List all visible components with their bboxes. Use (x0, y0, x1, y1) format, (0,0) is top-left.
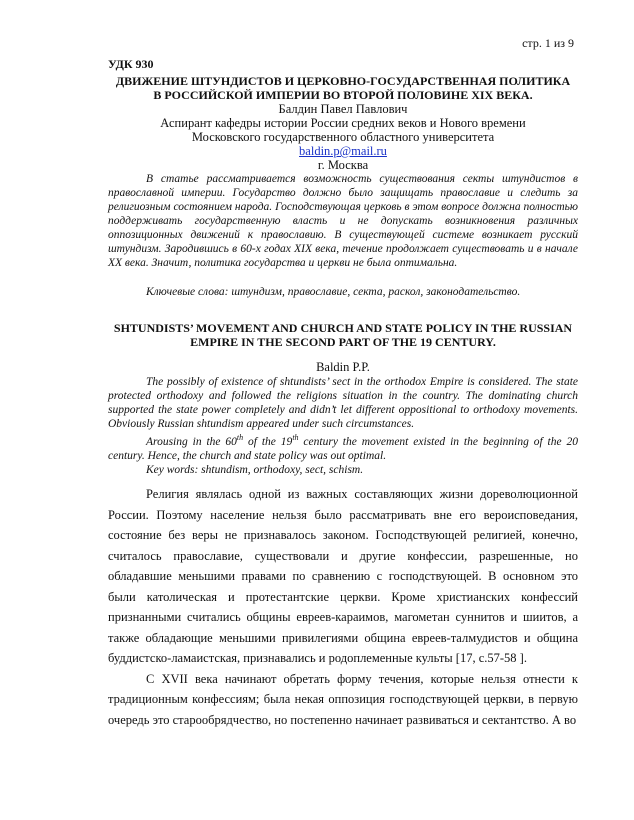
email-link[interactable]: baldin.p@mail.ru (299, 144, 387, 158)
ru-abstract-text: В статье рассматривается возможность существования секты штундистов в православной империи. Государство должно было защищать православие и следить за религиозным состоянием народа. Господствующая церковь в этом вопросе должна полностью поддерживать государственную власть и не допускать возникновения различных оппозиционных движений к православию. В существующей системе возникает русский штундизм. Зародившись в 60-х годах XIX века, течение продолжает существовать и в начале XX века. Значит, политика государства и церкви не была оптимальна. (108, 173, 578, 269)
en-abstract-p2: Arousing in the 60th of the 19th century the movement existed in the beginning of the 20 century. Hence, the church and state policy was out optimal. (108, 433, 578, 462)
body-text (108, 484, 578, 730)
ru-title-line-1: ДВИЖЕНИЕ ШТУНДИСТОВ И ЦЕРКОВНО-ГОСУДАРСТВЕННАЯ ПОЛИТИКА (115, 74, 571, 88)
ru-keywords: Ключевые слова: штундизм, православие, секта, раскол, законодательство. (146, 286, 521, 298)
en-abstract (108, 375, 578, 477)
en-keywords: Key words: shtundism, orthodoxy, sect, schism. (146, 463, 364, 476)
en-title (108, 321, 578, 349)
body-paragraph-1: Религия являлась одной из важных составляющих жизни дореволюционной России. Поэтому население нельзя было рассматривать вне его вероисповедания, состояние без веры не признавалось законом. Господствующей религией, конечно, считалось православие, существовали и другие конфессии, разрешенные, но обладавшие меньшими правами по сравнению с господствующей. В основном это были католическая и протестантские церкви. Кроме христианских конфессий признанными считались общины евреев-караимов, магометан суннитов и шиитов, а также обладающие меньшими привилегиями община евреев-талмудистов и община буддистско-ламаистская, признавались и родоплеменные культы [17, с.57-58 ]. (108, 487, 578, 665)
page-number: стр. 1 из 9 (522, 36, 574, 50)
en-title-line-1: SHTUNDISTS’ MOVEMENT AND CHURCH AND STATE POLICY IN THE RUSSIAN (113, 321, 573, 335)
ru-title (108, 74, 578, 102)
udk-code: УДК 930 (108, 57, 154, 71)
body-paragraph-2: С XVII века начинают обретать форму течения, которые нельзя отнести к традиционным конфессиям; была некая оппозиция господствующей церкви, в первую очередь это старообрядчество, но постепенно начинает развиваться и сектантство. А во (108, 671, 578, 727)
ru-affiliation-2: Московского государственного областного университета (191, 130, 495, 144)
ru-author: Балдин Павел Павлович (278, 102, 408, 116)
en-abstract-p1: The possibly of existence of shtundists’ sect in the orthodox Empire is considered. The state protected orthodoxy and followed the religions situation in the country. The dominating church supported the state power completely and didn’t let different oppositional to orthodoxy movements. Obviously Russian shtundism appeared under such circumstances. (108, 376, 578, 430)
ru-abstract (108, 172, 578, 270)
ru-author-block (108, 102, 578, 172)
ru-city: г. Москва (317, 158, 369, 172)
ru-title-line-2: В РОССИЙСКОЙ ИМПЕРИИ ВО ВТОРОЙ ПОЛОВИНЕ XIX ВЕКА. (153, 88, 533, 102)
ru-affiliation-1: Аспирант кафедры истории России средних веков и Нового времени (160, 116, 526, 130)
en-author: Baldin P.P. (316, 360, 370, 374)
en-title-line-2: EMPIRE IN THE SECOND PART OF THE 19 CENTURY. (190, 335, 496, 349)
